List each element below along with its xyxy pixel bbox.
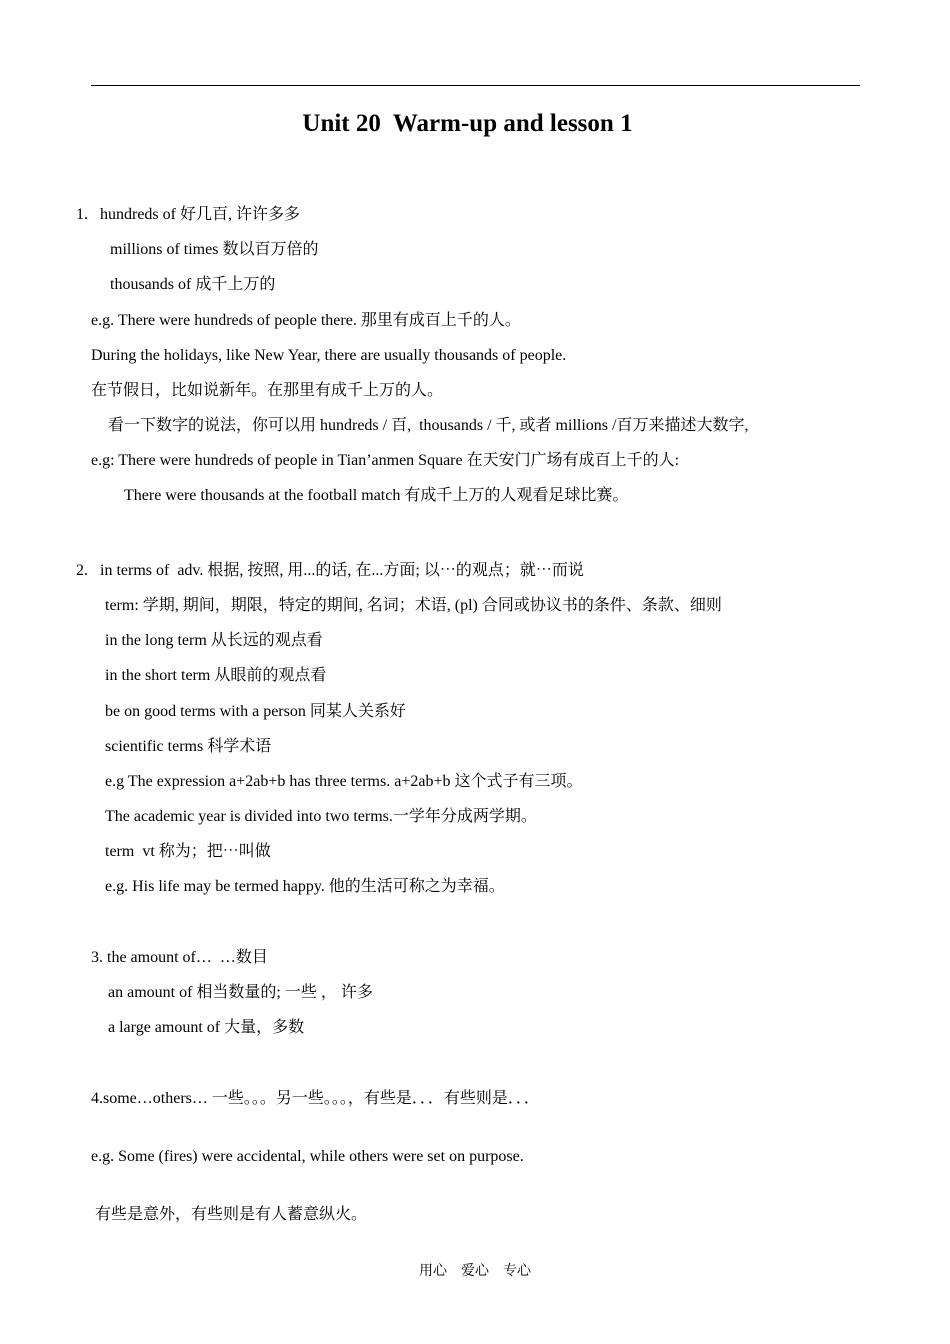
note-line: 4.some…others… 一些。。。另一些。。。，有些是．．．有些则是．．． (91, 1090, 540, 1107)
note-line: 有些是意外，有些则是有人蓄意纵火。 (95, 1206, 368, 1223)
page-footer: 用心 爱心 专心 (419, 1264, 531, 1279)
note-line: millions of times 数以百万倍的 (110, 241, 319, 258)
note-line: The academic year is divided into two terms.一学年分成两学期。 (105, 808, 537, 825)
note-line: be on good terms with a person 同某人关系好 (105, 703, 406, 720)
note-line: thousands of 成千上万的 (110, 276, 276, 293)
note-line: e.g The expression a+2ab+b has three terms. a+2ab+b 这个式子有三项。 (105, 773, 583, 790)
note-line: There were thousands at the football match 有成千上万的人观看足球比赛。 (124, 487, 629, 504)
note-line: e.g. His life may be termed happy. 他的生活可称之为幸福。 (105, 878, 505, 895)
note-line: e.g. Some (fires) were accidental, while others were set on purpose. (91, 1148, 524, 1165)
note-line: scientific terms 科学术语 (105, 738, 272, 755)
note-line: in the short term 从眼前的观点看 (105, 667, 327, 684)
note-line: a large amount of 大量，多数 (108, 1019, 305, 1036)
note-line: e.g: There were hundreds of people in Tian’anmen Square 在天安门广场有成百上千的人: (91, 452, 680, 469)
document-title: Unit 20 Warm-up and lesson 1 (302, 110, 633, 137)
note-line: 看一下数字的说法，你可以用 hundreds / 百, thousands / 千, 或者 millions /百万来描述大数字, (108, 417, 749, 434)
note-line: e.g. There were hundreds of people there. 那里有成百上千的人。 (91, 312, 521, 329)
note-line: During the holidays, like New Year, there are usually thousands of people. (91, 347, 567, 364)
note-line: 1. hundreds of 好几百, 许许多多 (76, 206, 300, 223)
note-line: an amount of 相当数量的; 一些 ， 许多 (108, 984, 373, 1001)
note-line: 3. the amount of… …数目 (91, 949, 268, 966)
note-line: 在节假日，比如说新年。在那里有成千上万的人。 (91, 382, 444, 399)
note-line: term: 学期, 期间，期限，特定的期间, 名词；术语, (pl) 合同或协议书的条件、条款、细则 (105, 597, 722, 614)
note-line: in the long term 从长远的观点看 (105, 632, 323, 649)
header-rule (91, 85, 860, 86)
note-line: term vt 称为；把⋯叫做 (105, 843, 271, 860)
note-line: 2. in terms of adv. 根据, 按照, 用...的话, 在...方面; 以⋯的观点；就⋯而说 (76, 562, 584, 579)
